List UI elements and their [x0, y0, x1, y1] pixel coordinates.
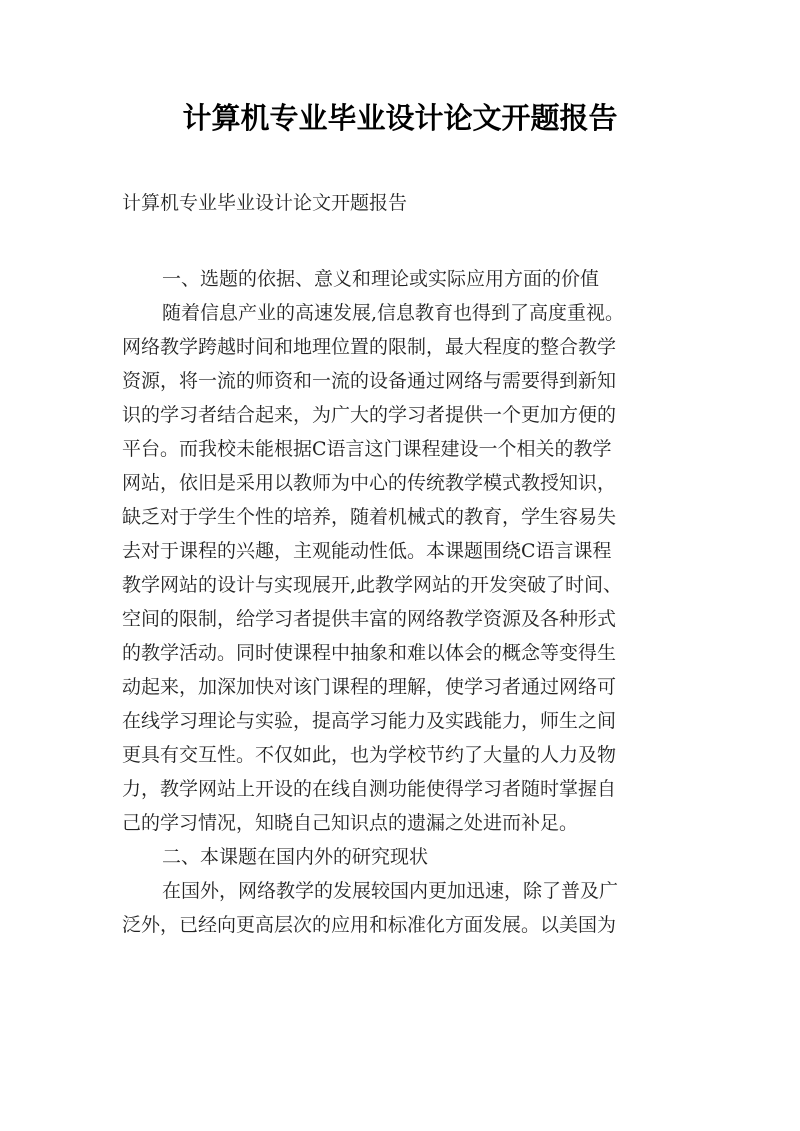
paragraph-line: 平台。而我校未能根据C语言这门课程建设一个相关的教学: [122, 438, 612, 460]
paragraph-line: 缺乏对于学生个性的培养，随着机械式的教育，学生容易失: [122, 506, 617, 528]
paragraph-line: 己的学习情况，知晓自己知识点的遗漏之处进而补足。: [122, 812, 579, 834]
section-heading-1: 一、选题的依据、意义和理论或实际应用方面的价值: [162, 268, 600, 290]
paragraph-line: 的教学活动。同时使课程中抽象和难以体会的概念等变得生: [122, 642, 617, 664]
paragraph-line: 教学网站的设计与实现展开,此教学网站的开发突破了时间、: [122, 574, 623, 596]
paragraph-line: 网站，依旧是采用以教师为中心的传统教学模式教授知识，: [122, 472, 617, 494]
paragraph-line: 去对于课程的兴趣，主观能动性低。本课题围绕C语言课程: [122, 540, 612, 562]
document-body: [122, 262, 690, 942]
section-heading-2: 二、本课题在国内外的研究现状: [162, 846, 429, 868]
document-title: 计算机专业毕业设计论文开题报告: [182, 101, 618, 135]
paragraph-line: 资源，将一流的师资和一流的设备通过网络与需要得到新知: [122, 370, 617, 392]
paragraph-line: 空间的限制，给学习者提供丰富的网络教学资源及各种形式: [122, 608, 617, 630]
paragraph-line: 动起来，加深加快对该门课程的理解，使学习者通过网络可: [122, 676, 617, 698]
paragraph-line: 随着信息产业的高速发展,信息教育也得到了高度重视。: [162, 302, 625, 324]
paragraph-line: 力，教学网站上开设的在线自测功能使得学习者随时掌握自: [122, 778, 617, 800]
paragraph-line: 在国外，网络教学的发展较国内更加迅速，除了普及广: [162, 880, 619, 902]
paragraph-line: 更具有交互性。不仅如此，也为学校节约了大量的人力及物: [122, 744, 617, 766]
paragraph-line: 在线学习理论与实验，提高学习能力及实践能力，师生之间: [122, 710, 617, 732]
paragraph-line: 泛外，已经向更高层次的应用和标准化方面发展。以美国为: [122, 914, 617, 936]
paragraph-line: 网络教学跨越时间和地理位置的限制，最大程度的整合教学: [122, 336, 617, 358]
document-subtitle: 计算机专业毕业设计论文开题报告: [122, 192, 408, 214]
paragraph-line: 识的学习者结合起来，为广大的学习者提供一个更加方便的: [122, 404, 617, 426]
